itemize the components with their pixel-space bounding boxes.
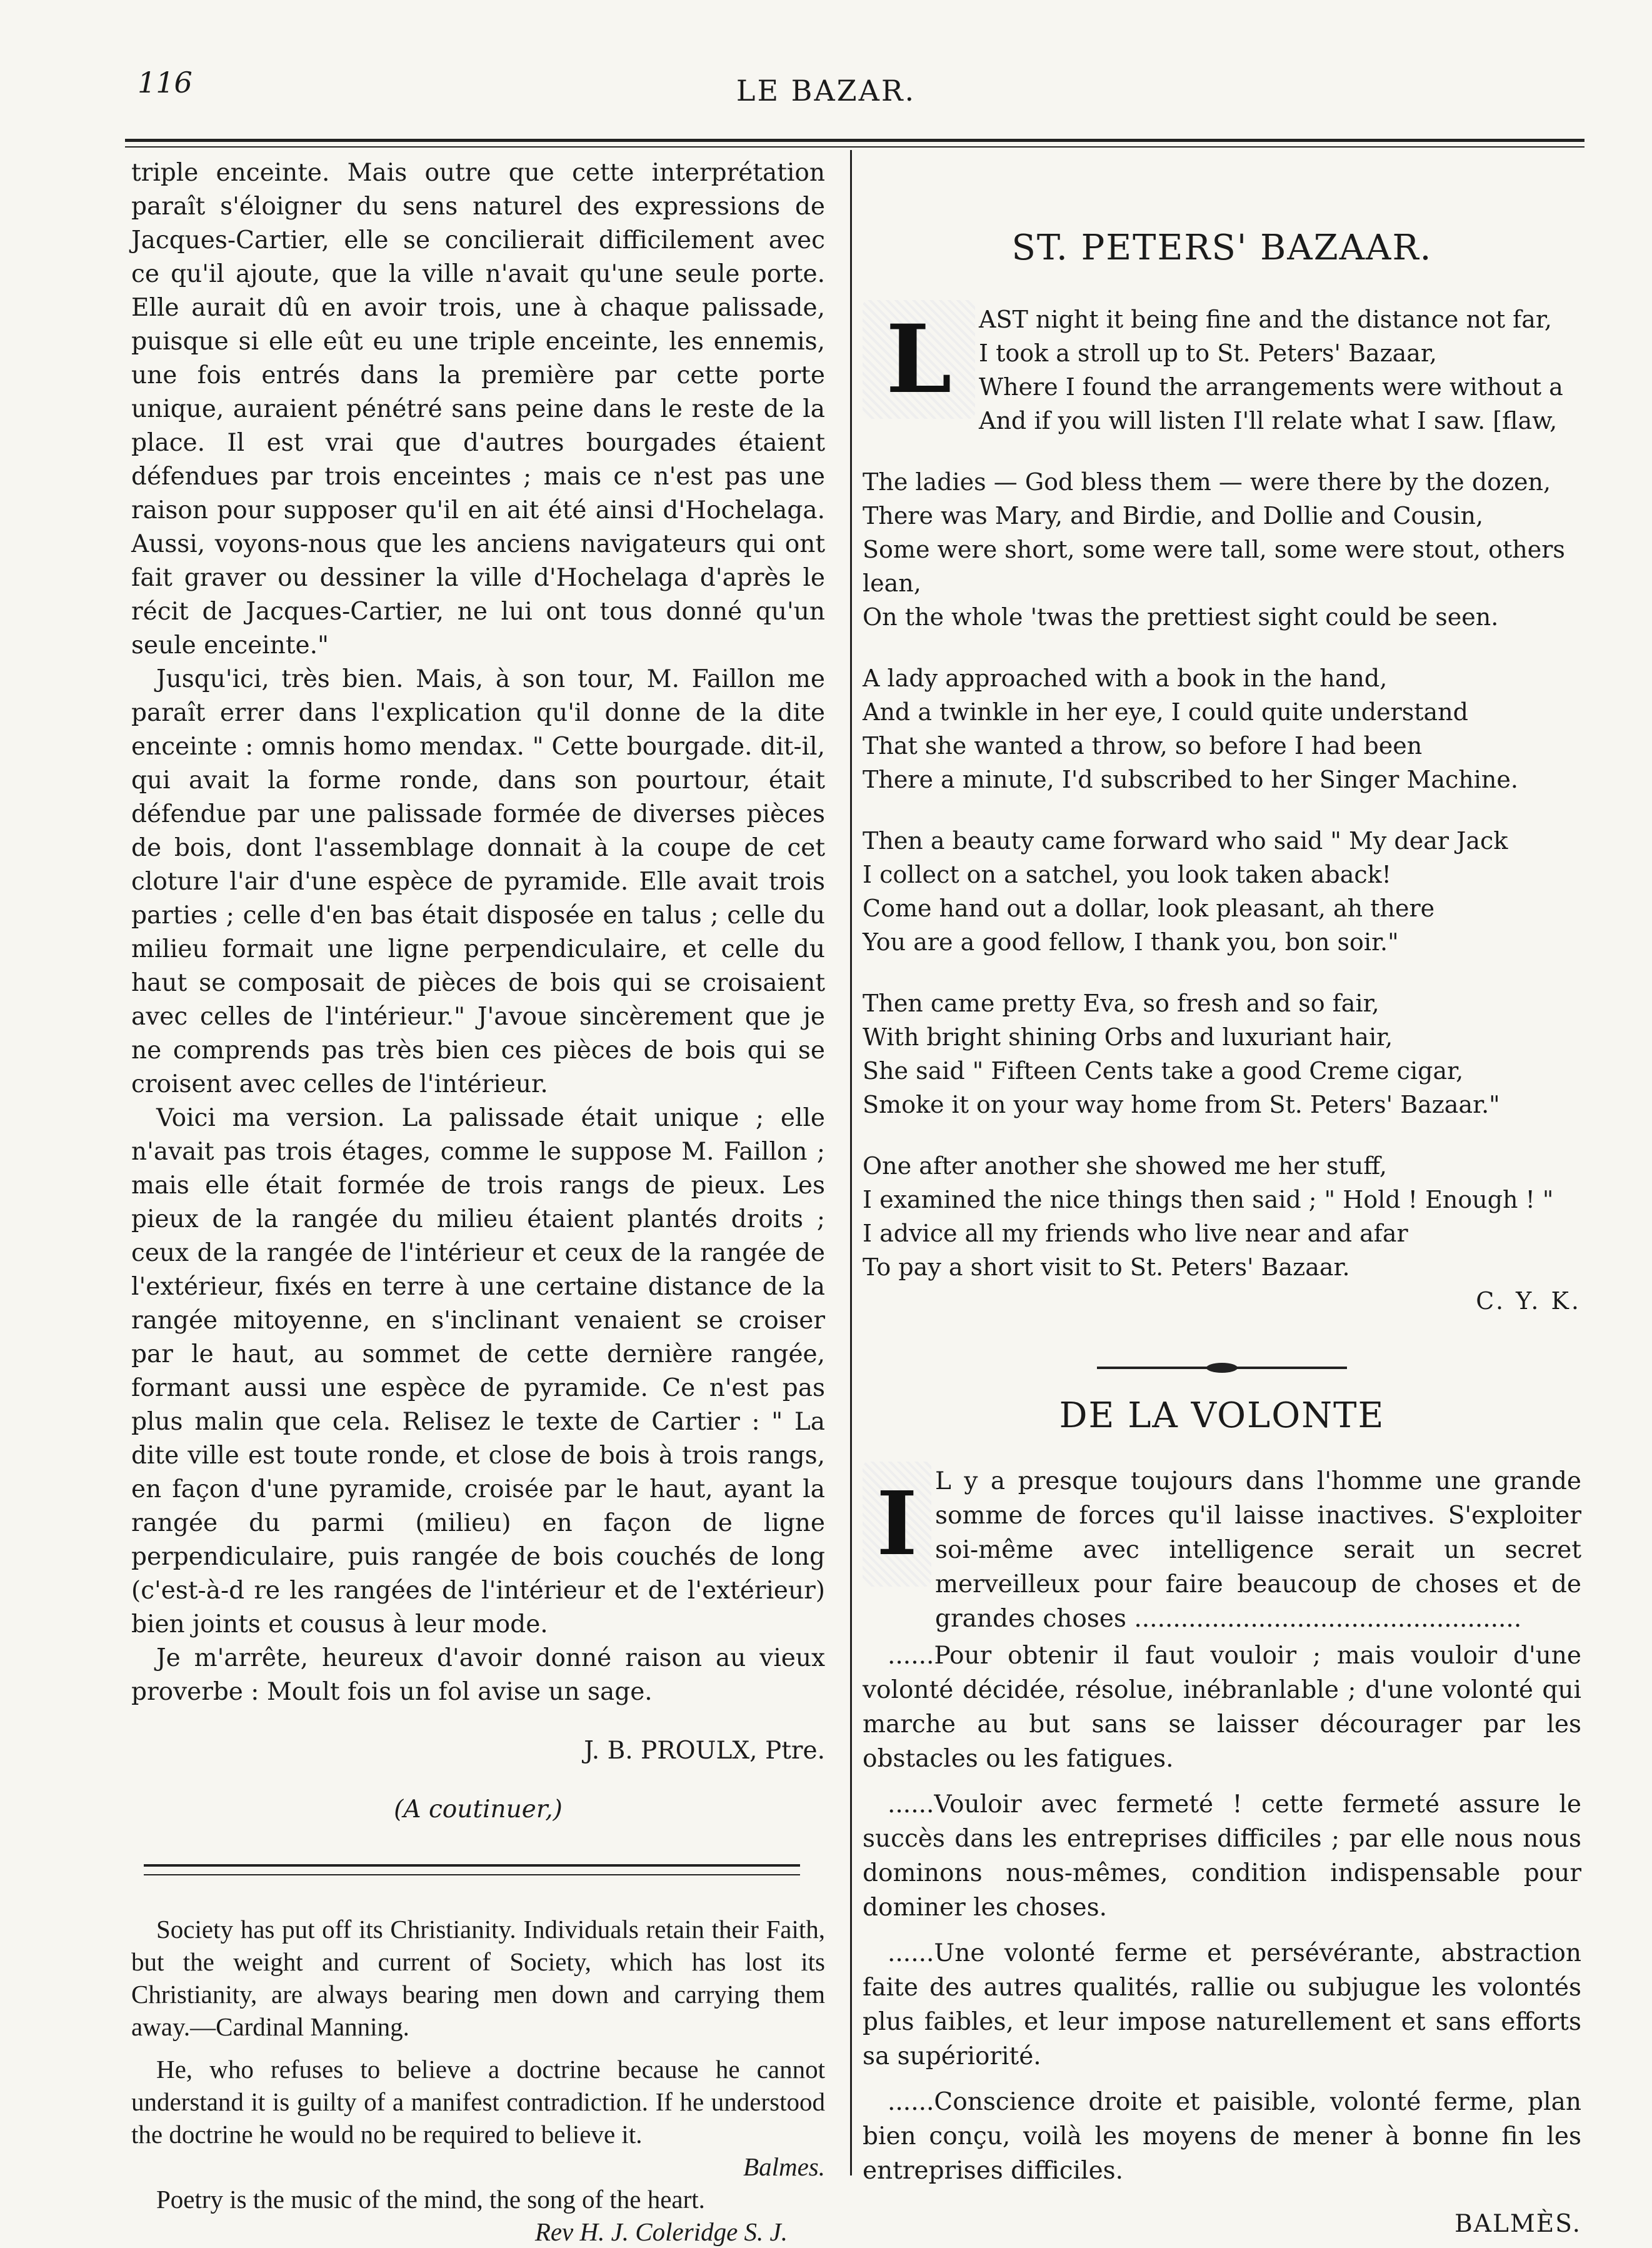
poem-line: Then came pretty Eva, so fresh and so fair, bbox=[863, 990, 1379, 1017]
poem-line: One after another she showed me her stuff, bbox=[863, 1152, 1387, 1180]
poem-first-stanza bbox=[863, 303, 1581, 438]
poem-title: ST. PETERS' BAZAAR. bbox=[1011, 228, 1433, 268]
drop-cap-I: I bbox=[863, 1462, 931, 1587]
poem-line: That she wanted a throw, so before I had been bbox=[863, 732, 1423, 760]
continued-note: (A coutinuer,) bbox=[394, 1795, 563, 1824]
poem-line: I advice all my friends who live near and afar bbox=[863, 1220, 1408, 1247]
quote-balmes: He, who refuses to believe a doctrine because he cannot understand it is guilty of a manifest contradiction. If he understood the doctrine he would no be required to believe it. bbox=[131, 2055, 825, 2149]
paragraph: ......Une volonté ferme et persévérante, abstraction faite des autres qualités, rallie ou subjugue les volontés plus faibles, et leur impose naturellement et sans efforts sa supériorité. bbox=[863, 1939, 1581, 2070]
poem-line: Then a beauty came forward who said " My dear Jack bbox=[863, 827, 1508, 855]
poem-stanza bbox=[863, 1149, 1581, 1284]
poem-line: Smoke it on your way home from St. Peters' Bazaar." bbox=[863, 1091, 1500, 1118]
quote-coleridge-attribution: Rev H. J. Coleridge S. J. bbox=[534, 2217, 788, 2246]
poem-line: To pay a short visit to St. Peters' Bazaar. bbox=[863, 1253, 1350, 1281]
poem-line: On the whole 'twas the prettiest sight could be seen. bbox=[863, 603, 1499, 631]
column-divider bbox=[850, 150, 852, 2175]
poem-line: There was Mary, and Birdie, and Dollie and Cousin, bbox=[863, 502, 1484, 529]
poem-line: There a minute, I'd subscribed to her Singer Machine. bbox=[863, 766, 1518, 793]
poem-line: And a twinkle in her eye, I could quite understand bbox=[863, 698, 1468, 726]
quotes-block bbox=[131, 1913, 825, 2248]
poem-line: And if you will listen I'll relate what I saw. [flaw, bbox=[979, 407, 1558, 434]
poem-stanza bbox=[863, 824, 1581, 959]
poem-line: You are a good fellow, I thank you, bon soir." bbox=[863, 928, 1399, 956]
poem-line: Come hand out a dollar, look pleasant, ah there bbox=[863, 895, 1435, 922]
paragraph: ......Conscience droite et paisible, volonté ferme, plan bien conçu, voilà les moyens de mener à bonne fin les entreprises difficiles. bbox=[863, 2088, 1581, 2185]
header-rule bbox=[125, 139, 1584, 142]
paragraph: ......Vouloir avec fermeté ! cette fermeté assure le succès dans les entreprises difficiles ; par elle nous nous dominons nous-mêmes, condition indispensable pour dominer les choses. bbox=[863, 1790, 1581, 1922]
quote-coleridge: Poetry is the music of the mind, the song of the heart. bbox=[156, 2185, 705, 2214]
poem-line: I collect on a satchel, you look taken aback! bbox=[863, 861, 1391, 888]
poem-line: The ladies — God bless them — were there by the dozen, bbox=[863, 468, 1551, 496]
poem-line: With bright shining Orbs and luxuriant hair, bbox=[863, 1023, 1393, 1051]
paragraph: Je m'arrête, heureux d'avoir donné raison au vieux proverbe : Moult fois un fol avise un sage. bbox=[131, 1644, 825, 1706]
poem-line: AST night it being fine and the distance not far, bbox=[979, 306, 1552, 333]
poem-line: I examined the nice things then said ; " Hold ! Enough ! " bbox=[863, 1186, 1554, 1213]
page-number: 116 bbox=[138, 66, 193, 99]
poem-line: She said " Fifteen Cents take a good Creme cigar, bbox=[863, 1057, 1464, 1085]
ornament-divider bbox=[1097, 1362, 1347, 1374]
poem-line: I took a stroll up to St. Peters' Bazaar, bbox=[979, 339, 1438, 367]
paragraph: L y a presque toujours dans l'homme une grande somme de forces qu'il laisse inactives. S'exploiter soi-même avec intelligence serait un secret merveilleux pour faire beaucoup de choses et de grandes choses .................................................. bbox=[935, 1467, 1581, 1633]
header-rule-thin bbox=[125, 146, 1584, 148]
poem-stanza bbox=[863, 465, 1581, 634]
running-title: LE BAZAR. bbox=[736, 74, 916, 108]
drop-cap-L: L bbox=[863, 300, 975, 419]
poem-stanza bbox=[863, 986, 1581, 1121]
poem-line: A lady approached with a book in the hand, bbox=[863, 665, 1388, 692]
poem-line: Where I found the arrangements were without a bbox=[979, 373, 1563, 401]
volonte-first-paragraph bbox=[863, 1464, 1581, 1636]
quote-balmes-attribution: Balmes. bbox=[743, 2152, 825, 2181]
paragraph: Jusqu'ici, très bien. Mais, à son tour, M. Faillon me paraît errer dans l'explication qu'il donne de la dite enceinte : omnis homo mendax. " Cette bourgade. dit-il, qui avait la forme ronde, dans son pourtour, était défendue par une palissade formée de diverses pièces de bois, dont l'assemblage donnait à la coupe de cet cloture l'air d'une espèce de pyramide. Elle avait trois parties ; celle d'en bas était disposée en talus ; celle du milieu formait une ligne perpendiculaire, et celle du haut se composait de pièces de bois qui se croisaient avec celles de l'intérieur." J'avoue sincèrement que je ne comprends pas très bien ces pièces de bois qui se croisent avec celles de l'intérieur. bbox=[131, 665, 825, 1098]
poem-line: Some were short, some were tall, some were stout, others lean, bbox=[863, 536, 1565, 597]
paragraph: Voici ma version. La palissade était unique ; elle n'avait pas trois étages, comme le suppose M. Faillon ; mais elle était formée de trois rangs de pieux. Les pieux de la rangée du milieu étaient plantés droits ; ceux de la rangée de l'intérieur et ceux de la rangée de l'extérieur, fixés en terre à une certaine distance de la rangée mitoyenne, en s'inclinant venaient se croiser par le haut, au sommet de cette dernière rangée, formant aussi une espèce de pyramide. Ce n'est pas plus malin que cela. Relisez le texte de Cartier : " La dite ville est toute ronde, et close de bois à trois rangs, en façon d'une pyramide, croisée par le haut, ayant la rangée du parmi (milieu) en façon de ligne perpendiculaire, puis rangée de bois couchés de long (c'est-à-d re les rangées de l'intérieur et de l'extérieur) bien joints et cousus à leur mode. bbox=[131, 1104, 825, 1638]
poem-stanza bbox=[863, 661, 1581, 796]
volonte-signature: BALMÈS. bbox=[1454, 2210, 1581, 2238]
volonte-article bbox=[863, 1464, 1581, 2241]
article-signature: J. B. PROULX, Ptre. bbox=[584, 1737, 825, 1765]
paragraph: ......Pour obtenir il faut vouloir ; mais vouloir d'une volonté décidée, résolue, inébranlable ; d'une volonté qui marche au but sans se laisser décourager par les obstacles ou les fatigues. bbox=[863, 1642, 1581, 1773]
right-column bbox=[863, 156, 1581, 2241]
quote-manning: Society has put off its Christianity. Individuals retain their Faith, but the weight and current of Society, which has lost its Christianity, are always bearing men down and carrying them away.—Cardinal Manning. bbox=[131, 1915, 825, 2041]
left-column bbox=[131, 156, 825, 2248]
section-rule bbox=[144, 1864, 800, 1875]
poem-signature: C. Y. K. bbox=[1476, 1287, 1581, 1315]
paragraph: triple enceinte. Mais outre que cette interprétation paraît s'éloigner du sens naturel des expressions de Jacques-Cartier, elle se concilierait difficilement avec ce qu'il ajoute, que la ville n'avait qu'une seule porte. Elle aurait dû en avoir trois, une à chaque palissade, puisque si elle eût eu une triple enceinte, les ennemis, une fois entrés dans la première par cette porte unique, auraient pénétré sans peine dans le reste de la place. Il est vrai que d'autres bourgades étaient défendues par trois enceintes ; mais ce n'est pas une raison pour supposer qu'il en ait été ainsi d'Hochelaga. Aussi, voyons-nous que les anciens navigateurs qui ont fait graver ou dessiner la ville d'Hochelaga d'après le récit de Jacques-Cartier, ne lui ont tous donné qu'un seule enceinte." bbox=[131, 159, 825, 660]
volonte-title: DE LA VOLONTE bbox=[1059, 1395, 1385, 1436]
